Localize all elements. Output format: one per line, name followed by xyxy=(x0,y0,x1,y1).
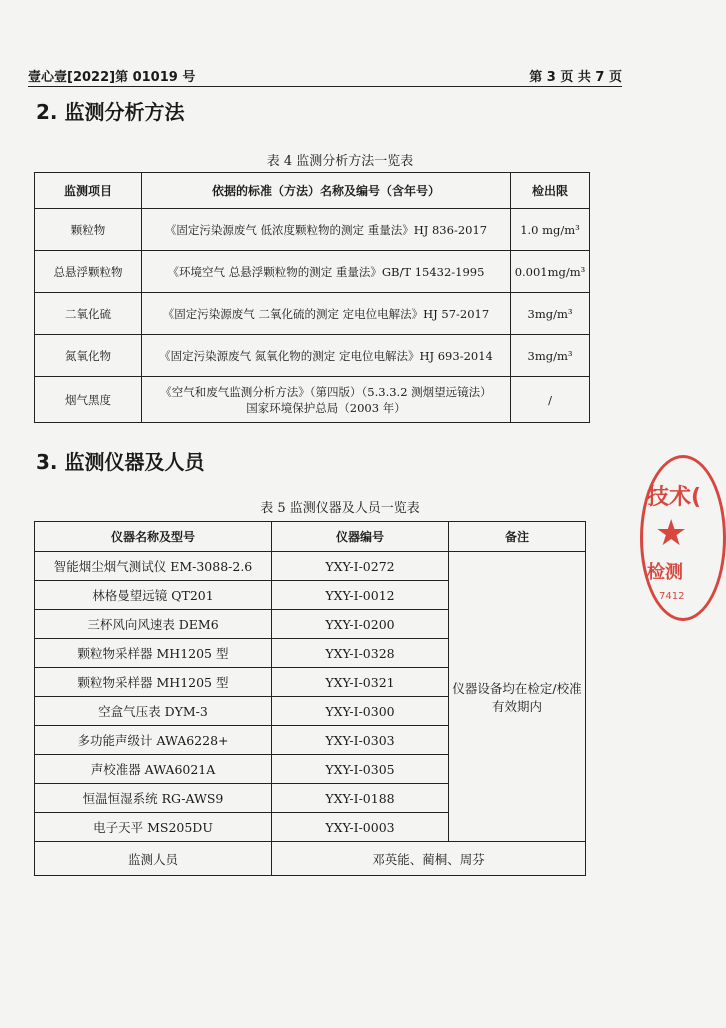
table-row xyxy=(35,293,590,335)
cell-remark xyxy=(449,552,586,842)
doc-number: 壹心壹[2022]第 01019 号 xyxy=(28,70,196,85)
page-header xyxy=(28,64,622,87)
cell-standard-line2: 国家环境保护总局（2003 年） xyxy=(246,400,406,415)
table-5-caption: 表 5 监测仪器及人员一览表 xyxy=(260,501,420,516)
cell-limit: 3mg/m³ xyxy=(511,293,590,335)
page-info: 第 3 页 共 7 页 xyxy=(529,70,622,85)
cell-code: YXY-I-0300 xyxy=(272,697,449,726)
cell-item: 颗粒物 xyxy=(35,209,142,251)
table-row xyxy=(35,552,586,581)
star-icon: ★ xyxy=(655,513,688,554)
cell-instrument: 电子天平 MS205DU xyxy=(35,813,272,842)
col-header-limit: 检出限 xyxy=(511,173,590,209)
cell-standard: 《固定污染源废气 二氧化硫的测定 定电位电解法》HJ 57-2017 xyxy=(142,293,511,335)
analysis-methods-table xyxy=(34,172,590,423)
cell-item: 总悬浮颗粒物 xyxy=(35,251,142,293)
table-row xyxy=(35,377,590,423)
cell-code: YXY-I-0012 xyxy=(272,581,449,610)
cell-item: 二氧化硫 xyxy=(35,293,142,335)
cell-code: YXY-I-0328 xyxy=(272,639,449,668)
cell-standard-line1: 《空气和废气监测分析方法》（第四版）（5.3.3.2 测烟望远镜法） xyxy=(160,384,492,399)
cell-instrument: 颗粒物采样器 MH1205 型 xyxy=(35,639,272,668)
personnel-row xyxy=(35,842,586,876)
stamp-text-3: 7412 xyxy=(659,591,685,602)
cell-standard: 《固定污染源废气 氮氧化物的测定 定电位电解法》HJ 693-2014 xyxy=(142,335,511,377)
table-row xyxy=(35,251,590,293)
cell-limit: 0.001mg/m³ xyxy=(511,251,590,293)
section-2-title: 2. 监测分析方法 xyxy=(36,100,185,124)
cell-code: YXY-I-0305 xyxy=(272,755,449,784)
table-row xyxy=(35,335,590,377)
instruments-table xyxy=(34,521,586,876)
cell-standard: 《环境空气 总悬浮颗粒物的测定 重量法》GB/T 15432-1995 xyxy=(142,251,511,293)
cell-instrument: 颗粒物采样器 MH1205 型 xyxy=(35,668,272,697)
cell-code: YXY-I-0003 xyxy=(272,813,449,842)
personnel-names: 邓英能、蔺桐、周芬 xyxy=(272,842,586,876)
cell-limit: / xyxy=(511,377,590,423)
col-header-instrument: 仪器名称及型号 xyxy=(35,522,272,552)
cell-instrument: 智能烟尘烟气测试仪 EM-3088-2.6 xyxy=(35,552,272,581)
cell-code: YXY-I-0200 xyxy=(272,610,449,639)
cell-instrument: 空盒气压表 DYM-3 xyxy=(35,697,272,726)
cell-limit: 1.0 mg/m³ xyxy=(511,209,590,251)
cell-limit: 3mg/m³ xyxy=(511,335,590,377)
cell-standard xyxy=(142,377,511,423)
cell-standard: 《固定污染源废气 低浓度颗粒物的测定 重量法》HJ 836-2017 xyxy=(142,209,511,251)
table-row xyxy=(35,209,590,251)
section-3-title: 3. 监测仪器及人员 xyxy=(36,450,205,474)
cell-instrument: 多功能声级计 AWA6228+ xyxy=(35,726,272,755)
cell-instrument: 三杯风向风速表 DEM6 xyxy=(35,610,272,639)
col-header-remark: 备注 xyxy=(449,522,586,552)
col-header-item: 监测项目 xyxy=(35,173,142,209)
col-header-code: 仪器编号 xyxy=(272,522,449,552)
col-header-standard: 依据的标准（方法）名称及编号（含年号） xyxy=(142,173,511,209)
cell-instrument: 林格曼望远镜 QT201 xyxy=(35,581,272,610)
cell-code: YXY-I-0272 xyxy=(272,552,449,581)
remark-line1: 仪器设备均在检定/校准 xyxy=(452,680,582,696)
cell-instrument: 恒温恒湿系统 RG-AWS9 xyxy=(35,784,272,813)
stamp-text-2: 检测 xyxy=(647,562,683,583)
personnel-label: 监测人员 xyxy=(35,842,272,876)
remark-line2: 有效期内 xyxy=(491,698,542,714)
cell-item: 氮氧化物 xyxy=(35,335,142,377)
official-seal-stamp xyxy=(640,455,726,621)
table-4-caption: 表 4 监测分析方法一览表 xyxy=(266,154,414,169)
cell-code: YXY-I-0303 xyxy=(272,726,449,755)
cell-code: YXY-I-0321 xyxy=(272,668,449,697)
cell-code: YXY-I-0188 xyxy=(272,784,449,813)
cell-item: 烟气黑度 xyxy=(35,377,142,423)
stamp-text-1: 技术( xyxy=(647,485,702,510)
cell-instrument: 声校准器 AWA6021A xyxy=(35,755,272,784)
